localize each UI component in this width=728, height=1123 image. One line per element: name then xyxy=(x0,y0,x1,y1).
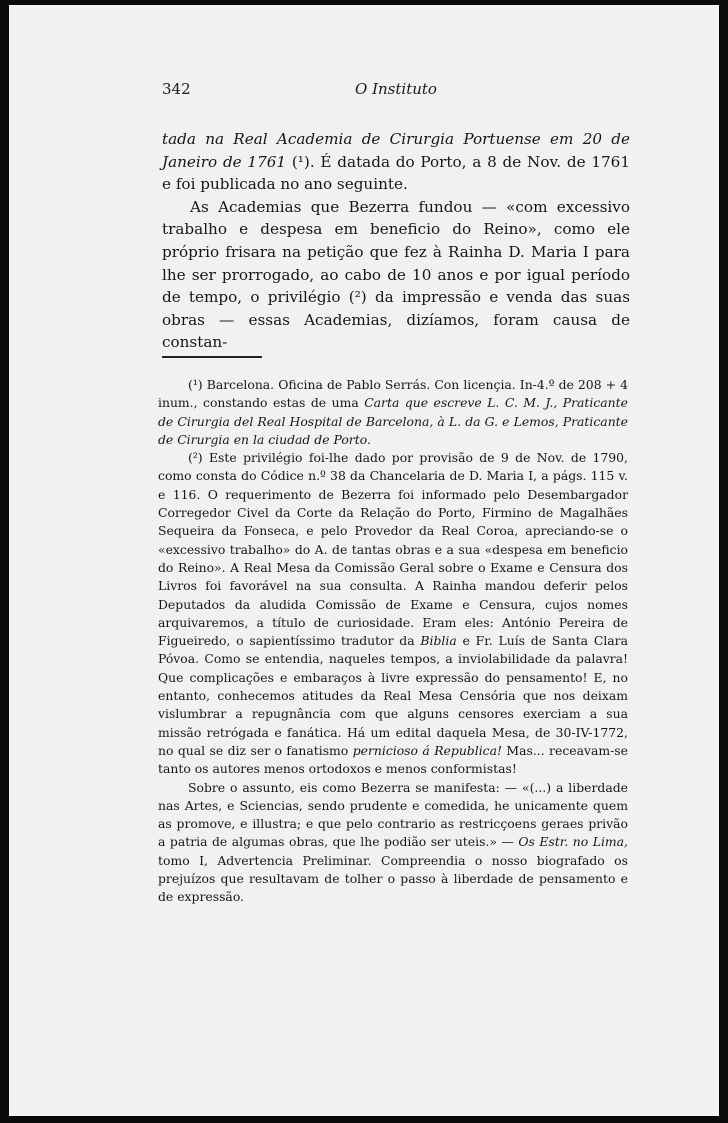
footnote-3-italic: Os Estr. no Lima, xyxy=(518,834,628,850)
footnote-2-continuation xyxy=(158,779,628,907)
footnote-2-text-b: e Fr. Luís de Santa Clara Póvoa. Como se entendia, naqueles tempos, a inviolabilidade da palavra! Que complicações e embaraços à livre expressão do pensamento! E, no entanto, conhecemos atitudes da Real Mesa Censória que nos deixam vislumbrar a repugnância com que alguns censores exerciam a sua missão retrógada e fanática. Há um edital daquela Mesa, de 30-IV-1772, no qual se diz ser o fanatismo xyxy=(158,633,628,758)
footnote-2 xyxy=(158,449,628,778)
page-number: 342 xyxy=(162,80,191,98)
footnote-1 xyxy=(158,376,628,449)
footnote-2-italic: pernicioso á Republica! xyxy=(352,742,502,758)
footnotes xyxy=(158,376,628,907)
footnote-2-text-c: Mas... receavam-se tanto os autores menos ortodoxos e menos conformistas! xyxy=(158,742,628,777)
footnote-1-text: (¹) Barcelona. Oficina de Pablo Serrás. Con licençia. In-4.º de 208 + 4 inum., constando estas de uma xyxy=(158,377,628,411)
footnote-divider xyxy=(162,356,262,358)
footnote-2-biblia: Biblia xyxy=(420,633,457,649)
main-text xyxy=(162,128,630,354)
footnote-3-text-a: Sobre o assunto, eis como Bezerra se manifesta: — «(...) a liberdade nas Artes, e Sciencias, sendo prudente e comedida, he unicamente quem as promove, e illustra; e que pelo contrario as restricçoens geraes privão a patria de algumas obras, que lhe podião ser uteis.» — xyxy=(158,779,628,850)
footnote-1-italic: Carta que escreve L. C. M. J., Praticante de Cirurgia del Real Hospital de Barcelona, à L. da G. e Lemos, Praticante de Cirurgia en la ciudad de Porto. xyxy=(158,395,628,447)
paragraph-1-italic: tada na Real Academia de Cirurgia Portuense em 20 de Janeiro de 1761 xyxy=(162,130,630,171)
footnote-ref-1: (¹). xyxy=(291,152,315,171)
paragraph-1-rest: É datada do Porto, a 8 de Nov. de 1761 e foi publicada no ano seguinte. xyxy=(162,152,630,194)
footnote-2-text-a: (²) Este privilégio foi-lhe dado por provisão de 9 de Nov. de 1790, como consta do Códice n.º 38 da Chancelaria de D. Maria I, a págs. 115 v. e 116. O requerimento de Bezerra foi informado pelo Desembargador Corregedor Civel da Corte da Relação do Porto, Firmino de Magalhães Sequeira da Fonseca, e pelo Provedor da Real Coroa, apreciando-se o «excessivo trabalho» do A. de tantas obras e a sua «despesa em beneficio do Reino». A Real Mesa da Comissão Geral sobre o Exame e Censura dos Livros foi favorável na sua consulta. A Rainha mandou deferir pelos Deputados da aludida Comissão de Exame e Censura, cujos nomes arquivaremos, a título de curiosidade. Eram eles: António Pereira de Figueiredo, o sapientíssimo tradutor da xyxy=(158,450,628,649)
footnote-3-text-b: tomo I, Advertencia Preliminar. Compreendia o nosso biografado os prejuízos que resultavam de tolher o passo à liberdade de pensamento e de expressão. xyxy=(158,852,628,905)
paragraph-2: As Academias que Bezerra fundou — «com excessivo trabalho e despesa em beneficio do Reino», como ele próprio frisara na petição que fez à Rainha D. Maria I para lhe ser prorrogado, ao cabo de 10 anos e por igual período de tempo, o privilégio (²) da impressão e venda das suas obras — essas Academias, dizíamos, foram causa de constan- xyxy=(162,197,630,352)
paragraph-1 xyxy=(162,128,630,196)
journal-title: O Instituto xyxy=(355,80,437,98)
